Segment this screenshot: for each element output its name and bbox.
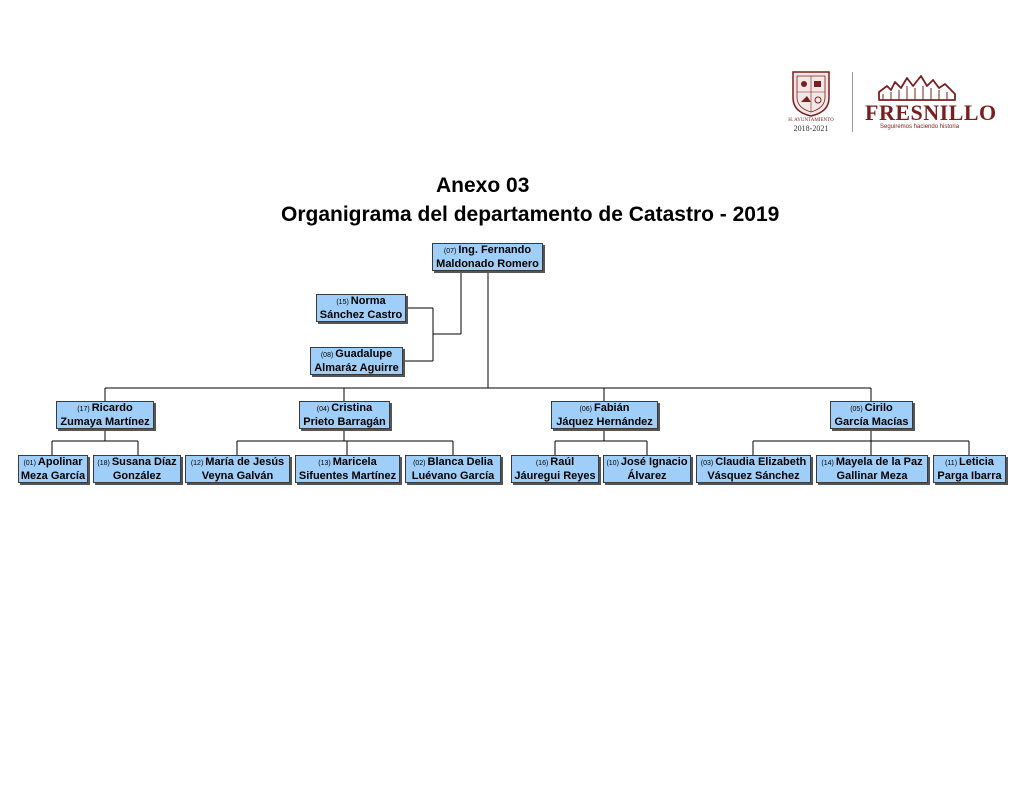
- node-name: Maricela: [332, 455, 377, 468]
- org-node-staff: [511, 455, 599, 483]
- org-node-staff: [933, 455, 1006, 483]
- node-number: (04): [316, 405, 330, 413]
- org-node-staff: [603, 455, 691, 483]
- node-surname: Jáquez Hernández: [556, 415, 653, 428]
- node-number: (14): [821, 459, 834, 467]
- org-node-manager: [299, 401, 390, 429]
- node-surname: Zumaya Martínez: [60, 415, 150, 428]
- node-surname: Maldonado Romero: [436, 257, 539, 270]
- node-number: (10): [606, 459, 619, 467]
- org-node-manager: [551, 401, 658, 429]
- org-node-staff: [816, 455, 928, 483]
- node-name: Ing. Fernando: [458, 243, 532, 256]
- chart-title: Organigrama del departamento de Catastro - 2019: [281, 203, 780, 226]
- node-number: (13): [318, 459, 331, 467]
- node-number: (01): [23, 459, 36, 467]
- node-number: (17): [77, 405, 90, 413]
- node-number: (06): [579, 405, 592, 413]
- node-number: (15): [336, 298, 349, 306]
- node-surname: García Macías: [834, 415, 909, 428]
- node-number: (16): [535, 459, 549, 467]
- org-node-staff: [295, 455, 400, 483]
- seal-years: 2018-2021: [793, 124, 829, 133]
- node-name: Mayela de la Paz: [835, 455, 923, 468]
- node-surname: Prieto Barragán: [303, 415, 386, 428]
- node-name: Claudia Elizabeth: [715, 455, 807, 468]
- node-surname: Álvarez: [627, 469, 667, 482]
- node-surname: Luévano García: [411, 469, 495, 482]
- node-surname: Vásquez Sánchez: [707, 469, 800, 482]
- annex-title: Anexo 03: [436, 174, 530, 197]
- node-name: Cristina: [331, 401, 373, 414]
- node-name: José Ignacio: [620, 455, 688, 468]
- node-number: (07): [443, 247, 457, 255]
- node-surname: Meza García: [20, 469, 86, 482]
- node-number: (02): [413, 459, 426, 467]
- node-name: Fabián: [594, 401, 630, 414]
- node-surname: Almaráz Aguirre: [314, 361, 399, 374]
- node-name: Leticia: [959, 455, 994, 468]
- org-node-staff: [405, 455, 501, 483]
- node-surname: Sifuentes Martínez: [298, 469, 397, 482]
- node-name: Apolinar: [37, 455, 83, 468]
- node-surname: Jáuregui Reyes: [514, 469, 596, 482]
- node-surname: Parga Ibarra: [937, 469, 1002, 482]
- org-node-advisor: [310, 347, 403, 375]
- brand-tagline: Seguiremos haciendo historia: [880, 124, 960, 130]
- org-node-head: [432, 243, 543, 271]
- node-number: (18): [97, 459, 110, 467]
- node-number: (12): [190, 459, 204, 467]
- node-surname: González: [112, 469, 162, 482]
- node-surname: Sánchez Castro: [319, 308, 403, 321]
- org-node-manager: [56, 401, 154, 429]
- node-name: Guadalupe: [335, 347, 393, 360]
- node-surname: Gallinar Meza: [836, 469, 908, 482]
- node-number: (08): [320, 351, 334, 359]
- seal-caption: H. AYUNTAMIENTO: [788, 118, 834, 123]
- node-number: (05): [850, 405, 863, 413]
- node-name: Norma: [350, 294, 386, 307]
- node-name: Susana Díaz: [111, 455, 177, 468]
- org-node-manager: [830, 401, 913, 429]
- brand-name: FRESNILLO: [865, 100, 997, 125]
- node-surname: Veyna Galván: [201, 469, 274, 482]
- node-number: (11): [945, 459, 958, 467]
- node-name: Ricardo: [91, 401, 133, 414]
- node-name: Raúl: [550, 455, 575, 468]
- org-node-staff: [18, 455, 88, 483]
- org-node-staff: [93, 455, 181, 483]
- org-node-staff: [696, 455, 811, 483]
- node-name: Cirilo: [864, 401, 893, 414]
- org-node-advisor: [316, 294, 406, 322]
- node-name: María de Jesús: [205, 455, 285, 468]
- org-node-staff: [185, 455, 290, 483]
- node-name: Blanca Delia: [427, 455, 493, 468]
- node-number: (03): [700, 459, 714, 467]
